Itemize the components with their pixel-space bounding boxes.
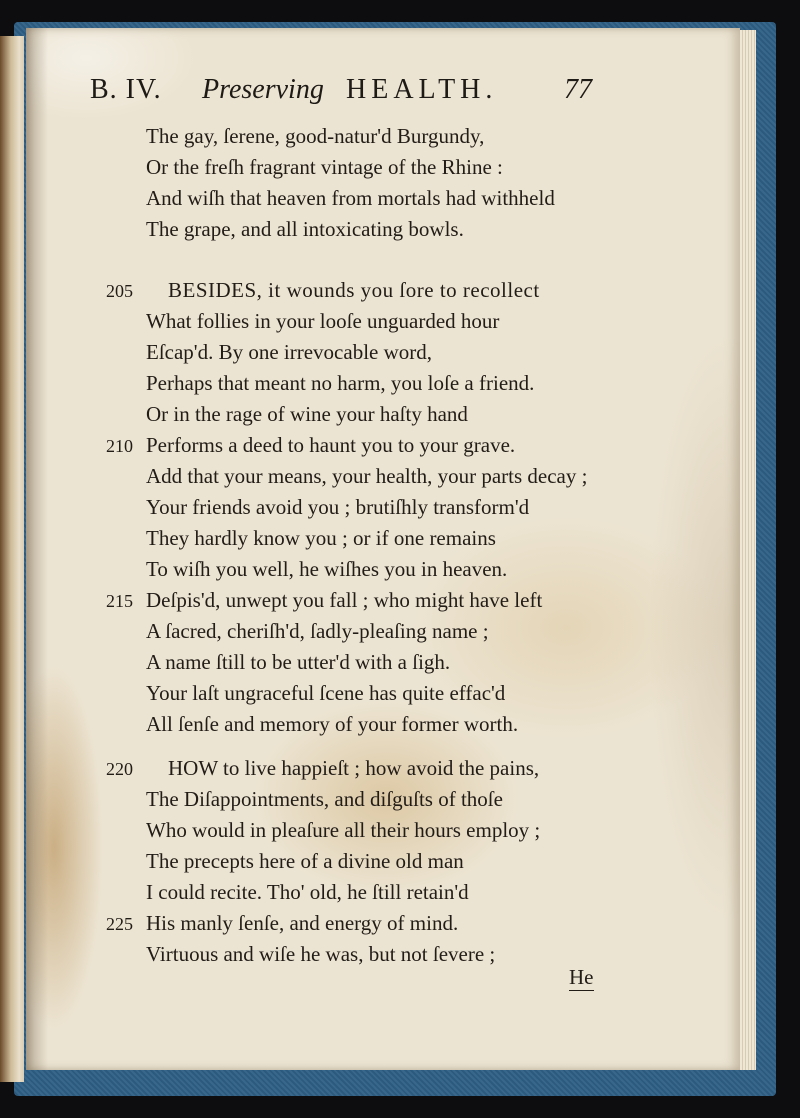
verse-line: Your friends avoid you ; brutiſhly transform'd [146, 495, 530, 519]
catchword: He [569, 965, 594, 989]
running-header [90, 70, 610, 110]
verse-line: I could recite. Tho' old, he ſtill retain'd [146, 880, 469, 904]
verse-line: Eſcap'd. By one irrevocable word, [146, 340, 433, 364]
verse-line: The Diſappointments, and diſguſts of thoſe [146, 787, 503, 811]
gutter-shadow [26, 28, 48, 1070]
verse-line: A name ſtill to be utter'd with a ſigh. [146, 650, 451, 674]
verse-line: They hardly know you ; or if one remains [146, 526, 496, 550]
verse-line: And wiſh that heaven from mortals had withheld [146, 186, 555, 210]
verse-line: BESIDES, it wounds you ſore to recollect [168, 278, 540, 302]
line-number: 220 [106, 759, 133, 779]
verse-line: Virtuous and wiſe he was, but not ſevere ; [146, 942, 496, 966]
header-book: B. IV. [90, 74, 162, 105]
verse-line: Performs a deed to haunt you to your grave. [146, 433, 516, 457]
verse-line: Your laſt ungraceful ſcene has quite effac'd [146, 681, 506, 705]
verse-line: Or the freſh fragrant vintage of the Rhine : [146, 155, 503, 179]
verse-line: What follies in your looſe unguarded hour [146, 309, 500, 333]
verse-line: All ſenſe and memory of your former worth. [146, 712, 519, 736]
facing-page-edge [0, 36, 24, 1082]
verse-line: The precepts here of a divine old man [146, 849, 464, 873]
verse-line: His manly ſenſe, and energy of mind. [146, 911, 459, 935]
page-number: 77 [564, 74, 592, 105]
verse-line: The grape, and all intoxicating bowls. [146, 217, 464, 241]
verse-line: HOW to live happieſt ; how avoid the pains, [168, 756, 540, 780]
verse-line: Who would in pleaſure all their hours employ ; [146, 818, 541, 842]
line-number: 210 [106, 436, 133, 456]
verse-line: Add that your means, your health, your parts decay ; [146, 464, 588, 488]
verse-line: Perhaps that meant no harm, you loſe a friend. [146, 371, 535, 395]
verse-line: Or in the rage of wine your haſty hand [146, 402, 468, 426]
verse-line: To wiſh you well, he wiſhes you in heaven. [146, 557, 508, 581]
verse-line: The gay, ſerene, good-natur'd Burgundy, [146, 124, 485, 148]
header-title: HEALTH. [346, 74, 498, 105]
header-subject: Preserving [202, 74, 324, 105]
verse-line: Deſpis'd, unwept you fall ; who might have left [146, 588, 543, 612]
verse-line: A ſacred, cheriſh'd, ſadly-pleaſing name ; [146, 619, 489, 643]
line-number: 215 [106, 591, 133, 611]
line-number: 225 [106, 914, 133, 934]
line-number: 205 [106, 281, 133, 301]
